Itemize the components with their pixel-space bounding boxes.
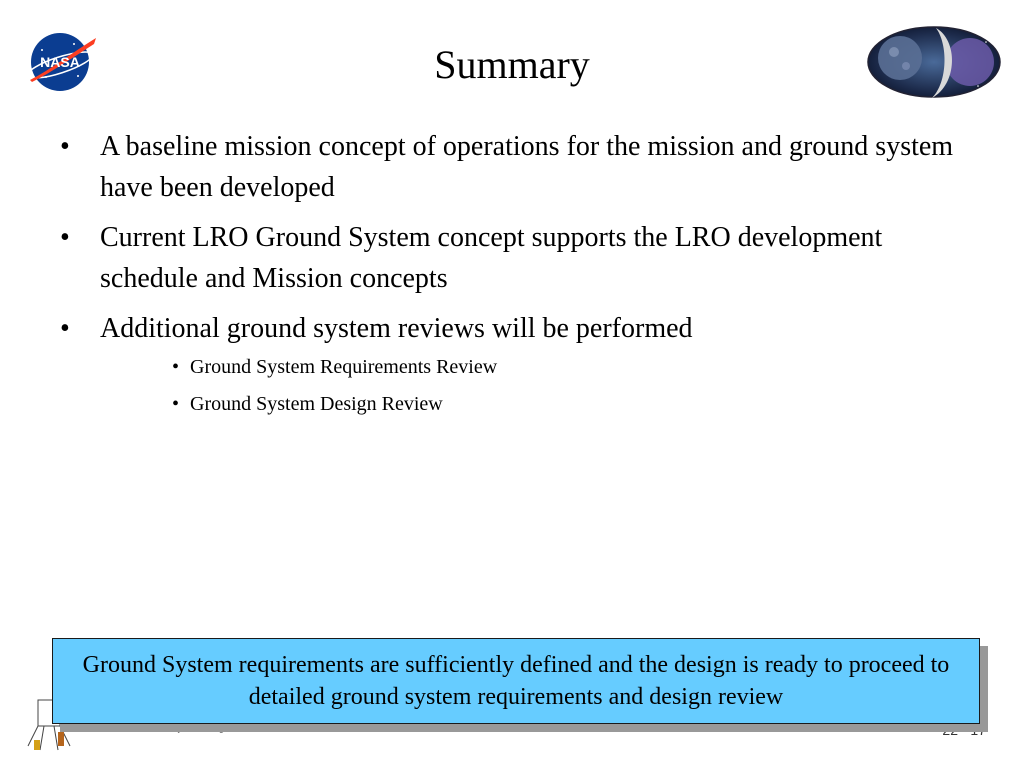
bullet-text: Current LRO Ground System concept supports the LRO development schedule and Mission concepts	[100, 222, 883, 294]
summary-callout-box	[52, 638, 980, 724]
bullet-item	[60, 126, 960, 208]
callout-text: Ground System requirements are sufficiently defined and the design is ready to proceed to detailed ground system requirements and design review	[82, 652, 950, 710]
bullet-item	[60, 308, 960, 417]
sub-bullet-text: Ground System Design Review	[190, 393, 443, 415]
sub-bullet-item	[172, 391, 960, 417]
bullet-glyph: •	[60, 313, 70, 344]
bullet-text: Additional ground system reviews will be performed	[100, 313, 693, 344]
nasa-logo-text: NASA	[40, 54, 80, 70]
slide-title: Summary	[434, 42, 590, 87]
bullet-text: A baseline mission concept of operations for the mission and ground system have been developed	[100, 131, 954, 203]
sub-bullet-list	[100, 354, 960, 417]
bullet-glyph: •	[172, 356, 180, 378]
sub-bullet-item	[172, 354, 960, 380]
bullet-item	[60, 217, 960, 299]
bullet-glyph: •	[172, 393, 180, 415]
bullet-glyph: •	[60, 131, 70, 162]
sub-bullet-text: Ground System Requirements Review	[190, 356, 498, 378]
bullet-list	[60, 126, 960, 428]
bullet-glyph: •	[60, 222, 70, 253]
